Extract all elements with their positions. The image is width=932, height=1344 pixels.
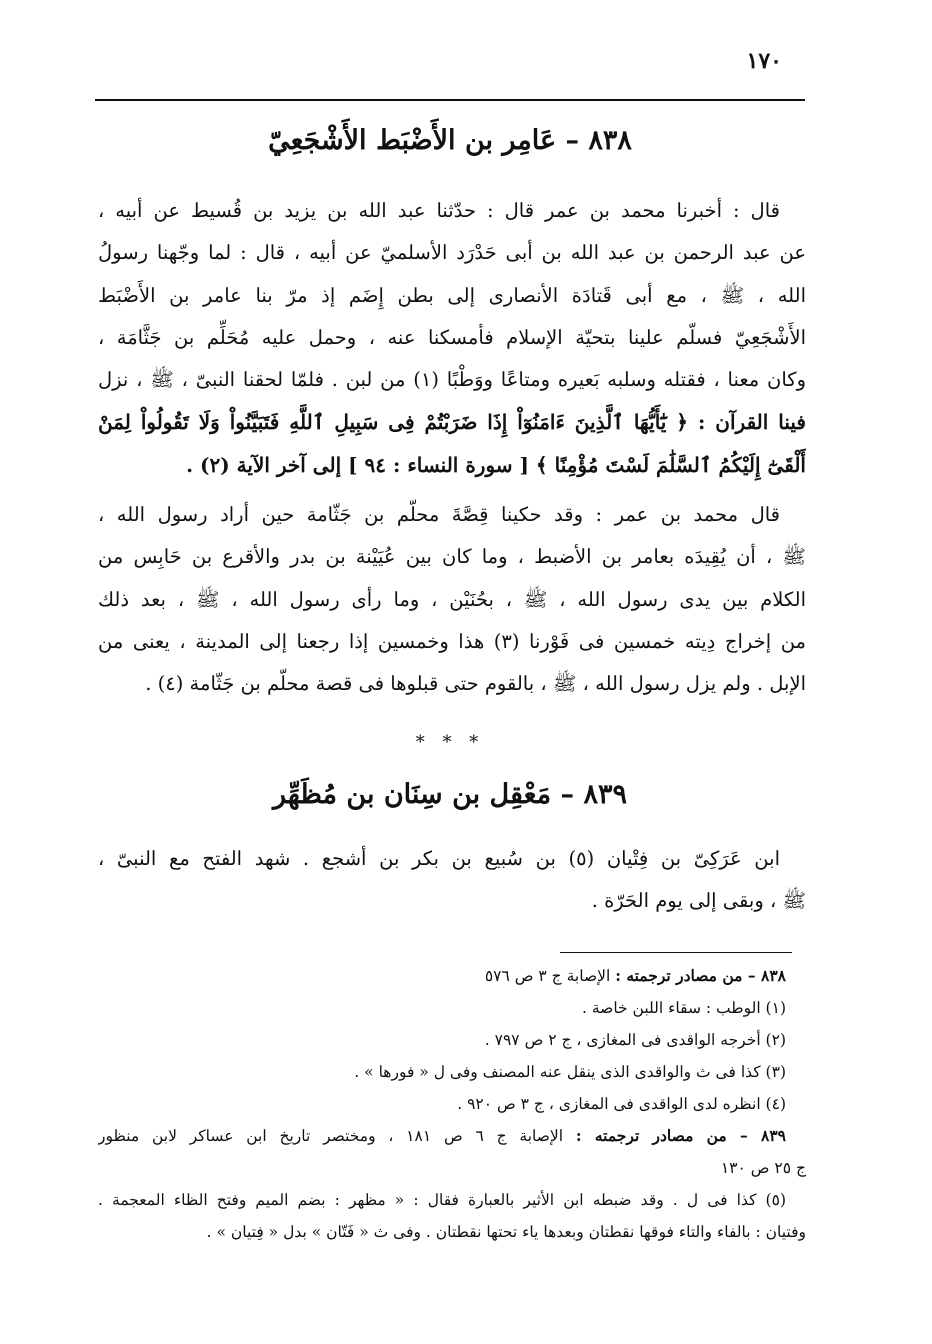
footnote-sources-label: ٨٣٨ – من مصادر ترجمته : <box>615 966 786 985</box>
footnote-3: (٣) كذا فى ث والواقدى الذى ينقل عنه المصنف وفى ل « فورها » . <box>354 1063 786 1081</box>
entry-839-paragraph <box>98 838 806 923</box>
entry-838-heading: ٨٣٨ – عَامِر بن الأَضْبَط الأَشْجَعِيّ <box>268 125 632 156</box>
footnote-5: (٥) كذا فى ل . وقد ضبطه ابن الأثير بالعبارة فقال : « مظهر : بضم الميم وفتح الظاء المعجمة . <box>98 1191 786 1209</box>
footnote-sources-839-continued: ج ٢٥ ص ١٣٠ <box>720 1159 806 1177</box>
entry-838-paragraph-1 <box>98 190 806 486</box>
footnotes <box>98 960 806 1248</box>
text-line: ﷺ ، أن يُقِيدَه بعامر بن الأضبط ، وما كان بين عُيَيْنة بن بدر والأقرع بن حَابِس من <box>98 545 806 569</box>
text-line: قال : أخبرنا محمد بن عمر قال : حدّثنا عبد الله بن يزيد بن قُسيط عن أبيه ، <box>98 199 780 222</box>
quran-verse-line: أَلْقَىٰٓ إِلَيْكُمُ ٱلسَّلَٰمَ لَسْتَ مُؤْمِنًا ﴾ [ سورة النساء : ٩٤ ] إلى آخر الآية (٢) . <box>186 452 806 477</box>
footnote-sources-838 <box>98 960 806 992</box>
footnote-sources-text: الإصابة ج ٦ ص ١٨١ ، ومختصر تاريخ ابن عساكر لابن منظور <box>98 1127 576 1145</box>
text-line: قال محمد بن عمر : وقد حكينا قِصَّةَ محلّم بن جَثّامة حين أراد رسول الله ، <box>98 503 780 526</box>
footnote-rule <box>560 952 792 953</box>
text-line: الأَشْجَعِيّ فسلّم علينا بتحيّة الإسلام فأمسكنا عنه ، وحمل عليه مُحَلِّم بن جَثَّامَة ، <box>98 325 806 349</box>
footnote-4: (٤) انظره لدى الواقدى فى المغازى ، ج ٣ ص ٩٢٠ . <box>457 1095 786 1113</box>
text-line: الإبل . ولم يزل رسول الله ، ﷺ ، بالقوم حتى قبلوها فى قصة محلّم بن جَثّامة (٤) . <box>145 672 806 696</box>
text-line: من إخراج دِيته خمسين فى فَوْرنا (٣) هذا وخمسين إذا رجعنا إلى المدينة ، يعنى من <box>98 629 806 653</box>
text-line: وكان معنا ، فقتله وسلبه بَعيره ومتاعًا ووَطْبًا (١) من لبن . فلمّا لحقنا النبىّ ، ﷺ ، نزل <box>98 368 806 392</box>
entry-839-heading: ٨٣٩ – مَعْقِل بن سِنَان بن مُظَهِّر <box>273 779 627 810</box>
text-line: الكلام بين يدى رسول الله ، ﷺ ، بحُنَيْن ، وما رأى رسول الله ، ﷺ ، بعد ذلك <box>98 587 806 611</box>
text-line: الله ، ﷺ ، مع أبى قَتادَة الأنصارى إلى بطن إِضَم إذ مرّ بنا عامر بن الأَضْبَط <box>98 283 806 307</box>
footnote-sources-839 <box>98 1120 806 1152</box>
text-line: ﷺ ، وبقى إلى يوم الحَرّة . <box>591 889 806 913</box>
page-number: ١٧٠ <box>746 48 782 74</box>
footnote-5-continued: وفتيان : بالفاء والتاء فوقها نقطتان وبعدها ياء تحتها نقطتان . وفى ث « فَتّان » بدل « فِتيان » . <box>206 1223 806 1241</box>
quran-verse-line: فينا القرآن : ﴿ يَٰٓأَيُّهَا ٱلَّذِينَ ءَامَنُوٓاْ إِذَا ضَرَبْتُمْ فِى سَبِيلِ ٱللَّهِ فَتَبَيَّنُواْ وَلَا تَقُولُواْ لِمَنْ <box>98 410 806 435</box>
text-line: ابن عَرَكِىّ بن فِتْيان (٥) بن سُبيع بن بكر بن أشجع . شهد الفتح مع النبىّ ، <box>98 847 780 870</box>
text-line: عن عبد الرحمن بن عبد الله بن أبى حَدْرَد الأسلميّ عن أبيه ، قال : لما وجّهنا رسولُ <box>98 241 806 265</box>
footnote-1: (١) الوطب : سقاء اللبن خاصة . <box>582 999 786 1017</box>
header-rule <box>95 99 805 101</box>
footnote-sources-label: ٨٣٩ – من مصادر ترجمته : <box>575 1126 787 1145</box>
footnote-sources-text: الإصابة ج ٣ ص ٥٧٦ <box>484 967 616 985</box>
section-separator: * * * <box>415 732 485 753</box>
footnote-2: (٢) أخرجه الواقدى فى المغازى ، ج ٢ ص ٧٩٧ . <box>484 1031 786 1049</box>
entry-838-paragraph-2 <box>98 494 806 705</box>
